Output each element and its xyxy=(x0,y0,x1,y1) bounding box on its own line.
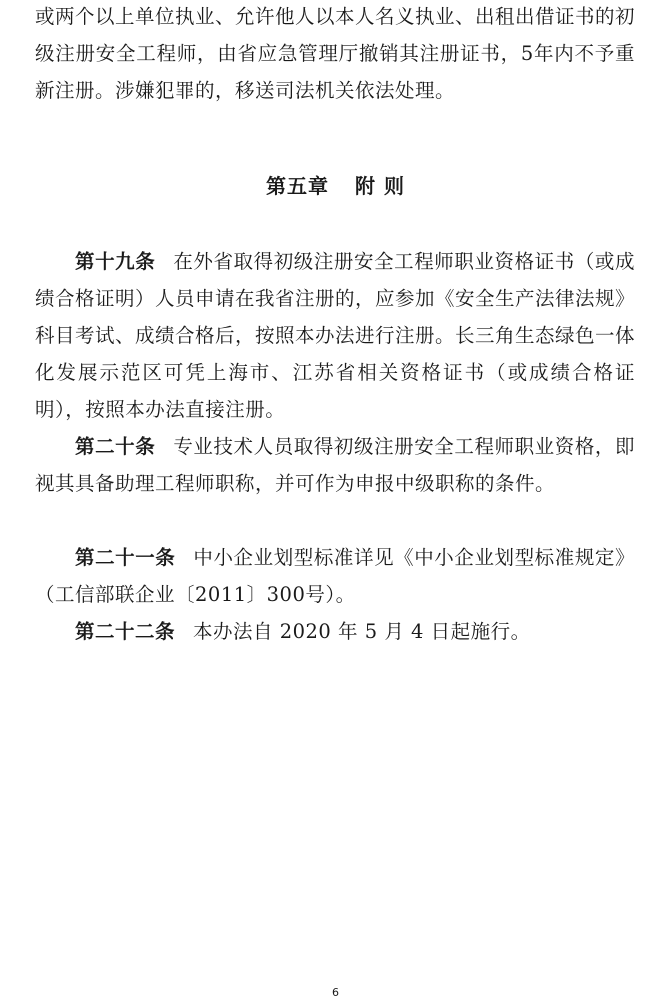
continuation-text: 或两个以上单位执业、允许他人以本人名义执业、出租出借证书的初级注册安全工程师，由省应急管理厅撤销其注册证书，5年内不予重新注册。涉嫌犯罪的，移送司法机关依法处理。 xyxy=(35,5,636,102)
chapter-number: 第五章 xyxy=(266,174,330,198)
article-text: 中小企业划型标准详见《中小企业划型标准规定》（工信部联企业〔2011〕300号）。 xyxy=(35,546,635,606)
article-21 xyxy=(35,539,635,613)
page-number: 6 xyxy=(332,986,339,999)
article-text: 本办法自 2020 年 5 月 4 日起施行。 xyxy=(193,620,531,643)
article-22 xyxy=(35,613,635,650)
chapter-heading xyxy=(0,170,671,202)
article-20 xyxy=(35,428,635,502)
article-number: 第二十条 xyxy=(75,435,156,458)
article-19 xyxy=(35,243,635,428)
article-number: 第二十一条 xyxy=(75,546,176,569)
continuation-paragraph xyxy=(35,0,635,109)
article-text: 专业技术人员取得初级注册安全工程师职业资格，即视其具备助理工程师职称，并可作为申报中级职称的条件。 xyxy=(35,435,635,495)
article-text: 在外省取得初级注册安全工程师职业资格证书（或成绩合格证明）人员申请在我省注册的，应参加《安全生产法律法规》科目考试、成绩合格后，按照本办法进行注册。长三角生态绿色一体化发展示范区可凭上海市、江苏省相关资格证书（或成绩合格证明），按照本办法直接注册。 xyxy=(35,250,636,421)
article-number: 第十九条 xyxy=(75,250,156,273)
chapter-title: 附 则 xyxy=(355,174,405,198)
article-number: 第二十二条 xyxy=(75,620,176,643)
